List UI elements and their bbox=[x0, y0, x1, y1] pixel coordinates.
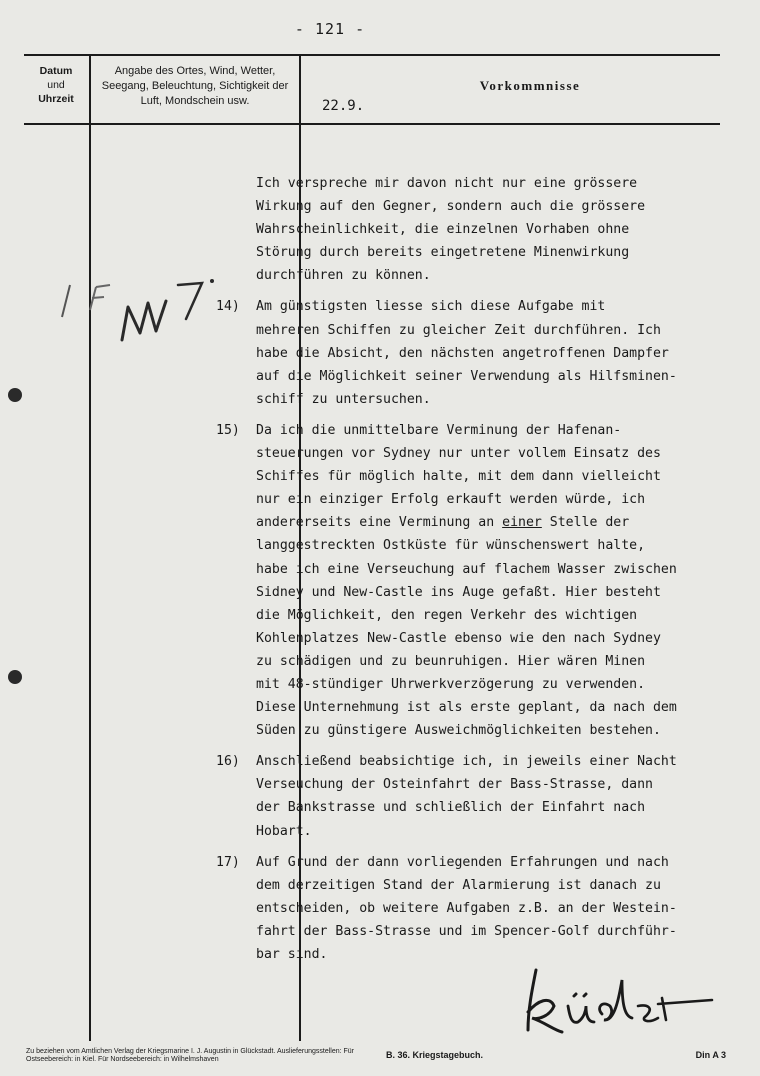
numbered-item bbox=[216, 851, 756, 966]
text-line: Verseuchung der Osteinfahrt der Bass-Strasse, dann bbox=[256, 777, 653, 793]
text-line: Kohlenplatzes New-Castle ebenso wie den nach Sydney bbox=[256, 630, 661, 646]
text-line: Am günstigsten liesse sich diese Aufgabe mit bbox=[256, 299, 606, 315]
text-line: steuerungen vor Sydney nur unter vollem Einsatz des bbox=[256, 446, 661, 462]
text-line: Schiffes für möglich halte, mit dem dann vielleicht bbox=[256, 469, 661, 485]
text-line: bar sind. bbox=[256, 947, 328, 962]
text-line: andererseits eine Verminung an einer Stelle der bbox=[256, 515, 630, 531]
numbered-item bbox=[216, 750, 756, 842]
text-line: durchführen zu können. bbox=[256, 268, 431, 284]
numbered-item bbox=[216, 419, 756, 742]
text-line: Ich verspreche mir davon nicht nur eine grössere bbox=[256, 176, 638, 191]
text-line: Wirkung auf den Gegner, sondern auch die grössere bbox=[256, 199, 646, 215]
handwritten-signature bbox=[498, 960, 728, 1040]
text-line: Diese Unternehmung ist als erste geplant, da nach dem bbox=[256, 700, 677, 716]
page-number: - 121 - bbox=[294, 20, 366, 38]
text-line: dem derzeitigen Stand der Alarmierung ist danach zu bbox=[256, 877, 661, 893]
text-line: mit 48-stündiger Uhrwerkverzögerung zu verwenden. bbox=[256, 676, 646, 692]
text-line: entscheiden, ob weitere Aufgaben z.B. an der Westein- bbox=[256, 900, 677, 916]
paragraph-gap bbox=[256, 843, 756, 851]
item-number: 17) bbox=[216, 854, 240, 870]
text-line: Auf Grund der dann vorliegenden Erfahrungen und nach bbox=[256, 854, 669, 870]
text-line: fahrt der Bass-Strasse und im Spencer-Golf durchführ- bbox=[256, 923, 677, 939]
paragraph-gap bbox=[256, 411, 756, 419]
numbered-items bbox=[216, 287, 756, 966]
text-line: mehreren Schiffen zu gleicher Zeit durchführen. Ich bbox=[256, 322, 661, 338]
footer-publisher-note: Zu beziehen vom Amtlichen Verlag der Kriegsmarine I. J. Augustin in Glückstadt. Auslieferungsstellen: Für Ostseebereich: in Kiel. Für Nordseebereich: in Wilhelmshaven bbox=[26, 1048, 354, 1063]
handwritten-margin-annotation bbox=[52, 255, 252, 355]
table-top-rule bbox=[24, 54, 720, 56]
header-datum bbox=[26, 64, 86, 106]
item-number: 14) bbox=[216, 299, 240, 315]
text-line: zu schädigen und zu beunruhigen. Hier wären Minen bbox=[256, 653, 646, 669]
text-line: auf die Möglichkeit seiner Verwendung als Hilfsminen- bbox=[256, 368, 677, 384]
text-line: Da ich die unmittelbare Verminung der Hafenan- bbox=[256, 422, 622, 438]
intro-paragraph bbox=[256, 172, 756, 287]
text-line: Hobart. bbox=[256, 823, 312, 839]
text-line: langgestreckten Ostküste für wünschenswert halte, bbox=[256, 538, 646, 554]
text-line: die Möglichkeit, den regen Verkehr des wichtigen bbox=[256, 607, 638, 623]
table-header-rule bbox=[24, 123, 720, 125]
text-line: habe die Absicht, den nächsten angetroffenen Dampfer bbox=[256, 345, 669, 361]
column-divider-datum bbox=[89, 56, 91, 1041]
header-date: 22.9. bbox=[322, 98, 365, 114]
text-line: Störung durch bereits eingetretene Minenwirkung bbox=[256, 245, 630, 261]
text-line: Wahrscheinlichkeit, die einzelnen Vorhaben ohne bbox=[256, 222, 630, 238]
text-line: Süden zu günstigere Ausweichmöglichkeiten bestehen. bbox=[256, 723, 661, 739]
text-line: habe ich eine Verseuchung auf flachem Wasser zwischen bbox=[256, 561, 677, 577]
text-line: nur ein einziger Erfolg erkauft werden würde, ich bbox=[256, 492, 646, 508]
item-number: 15) bbox=[216, 422, 240, 438]
text-line: der Bankstrasse und schließlich der Einfahrt nach bbox=[256, 800, 646, 816]
text-line: Sidney und New-Castle ins Auge gefaßt. Hier besteht bbox=[256, 584, 661, 600]
paragraph-gap bbox=[256, 287, 756, 295]
body-text bbox=[216, 172, 756, 966]
punch-hole-icon bbox=[8, 670, 22, 684]
text-line: Anschließend beabsichtige ich, in jeweils einer Nacht bbox=[256, 754, 677, 770]
item-number: 16) bbox=[216, 754, 240, 770]
footer-paper-size: Din A 3 bbox=[695, 1050, 726, 1060]
header-vorkommnisse: Vorkommnisse bbox=[479, 78, 581, 93]
text-line: schiff zu untersuchen. bbox=[256, 391, 431, 407]
header-datum-line1: Datum bbox=[39, 65, 73, 77]
numbered-item bbox=[216, 295, 756, 410]
header-datum-line2: und bbox=[47, 79, 65, 91]
header-datum-line3: Uhrzeit bbox=[38, 93, 74, 105]
header-angabe: Angabe des Ortes, Wind, Wetter, Seegang, Beleuchtung, Sichtigkeit der Luft, Mondschein usw. bbox=[101, 65, 289, 107]
punch-hole-icon bbox=[8, 388, 22, 402]
footer-form-name: B. 36. Kriegstagebuch. bbox=[386, 1050, 484, 1060]
paragraph-gap bbox=[256, 742, 756, 750]
